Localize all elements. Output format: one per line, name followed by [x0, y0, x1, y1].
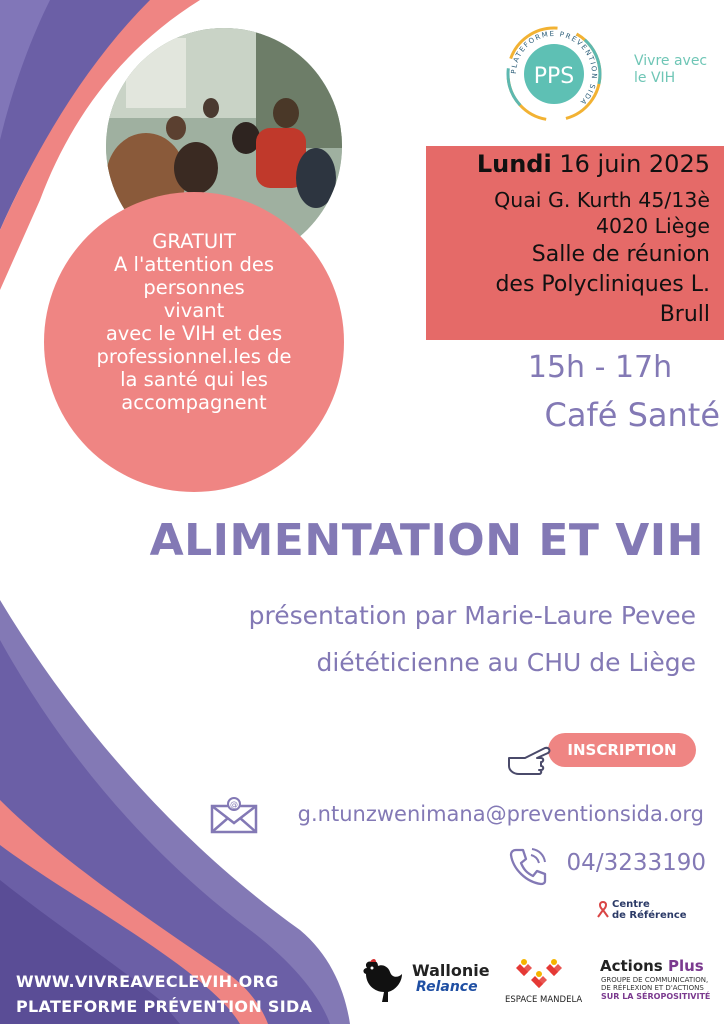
badge-line: vivant [163, 299, 225, 322]
event-venue-3: Brull [659, 302, 710, 327]
pps-logo [494, 20, 624, 128]
espace-mandela-icon [510, 958, 572, 994]
email-icon [210, 796, 258, 834]
contact-phone[interactable]: 04/3233190 [566, 850, 706, 876]
badge-line: la santé qui les [120, 368, 268, 391]
relance-text: Relance [416, 979, 478, 995]
tagline-line: le VIH [634, 70, 676, 86]
actions-plus: Plus [667, 957, 704, 975]
event-date-text: 16 juin 2025 [559, 150, 710, 178]
centre-line-1: Centre [612, 899, 650, 910]
badge-line: GRATUIT [152, 230, 236, 253]
event-address-1: Quai G. Kurth 45/13è [494, 188, 710, 212]
espace-mandela-text: ESPACE MANDELA [505, 995, 583, 1005]
pointing-hand-icon [505, 740, 555, 782]
badge-line: accompagnent [121, 391, 267, 414]
logo-tagline [634, 53, 722, 87]
actions-desc-1: GROUPE DE COMMUNICATION, [601, 976, 709, 984]
event-venue-2: des Polycliniques L. [495, 272, 710, 297]
event-venue-1: Salle de réunion [531, 242, 710, 267]
badge-line: avec le VIH et des [105, 322, 283, 345]
event-name: Café Santé [544, 396, 720, 434]
footer-website[interactable]: WWW.VIVREAVECLEVIH.ORG [16, 972, 279, 991]
tagline-line: Vivre avec [634, 53, 708, 69]
actions-desc-2: DE RÉFLEXION ET D'ACTIONS [601, 984, 704, 992]
presenter-line: présentation par Marie-Laure Pevee [248, 601, 696, 630]
event-time: 15h - 17h [527, 350, 673, 385]
pps-monogram: PPS [533, 64, 575, 89]
main-title: ALIMENTATION ET VIH [149, 515, 704, 566]
rooster-icon [358, 956, 408, 1004]
phone-icon [508, 846, 548, 886]
actions-plus-tag: SUR LA SÉROPOSITIVITÉ [601, 992, 711, 1001]
centre-reference-logo [612, 899, 687, 921]
event-details-box [426, 146, 724, 340]
event-address-2: 4020 Liège [595, 214, 710, 238]
footer-org: PLATEFORME PRÉVENTION SIDA [16, 997, 313, 1016]
wallonie-text: Wallonie [412, 961, 490, 980]
actions-plus-desc [601, 976, 708, 992]
badge-line: personnes [143, 276, 245, 299]
inscription-button[interactable]: INSCRIPTION [548, 733, 696, 767]
ribbon-icon [596, 900, 610, 918]
pps-ring-text: PLATEFORME PRÉVENTION SIDA [509, 29, 599, 107]
actions-main: Actions [600, 957, 663, 975]
centre-line-2: de Référence [612, 910, 687, 921]
presenter-role: diététicienne au CHU de Liège [316, 648, 696, 677]
svg-text:@: @ [230, 800, 238, 809]
badge-line: A l'attention des [114, 253, 274, 276]
contact-email[interactable]: g.ntunzwenimana@preventionsida.org [297, 802, 704, 826]
badge-line: professionnel.les de [96, 345, 292, 368]
event-date [477, 150, 710, 178]
actions-plus-title [600, 957, 704, 975]
audience-badge-text [58, 230, 330, 414]
event-day: Lundi [476, 150, 552, 178]
